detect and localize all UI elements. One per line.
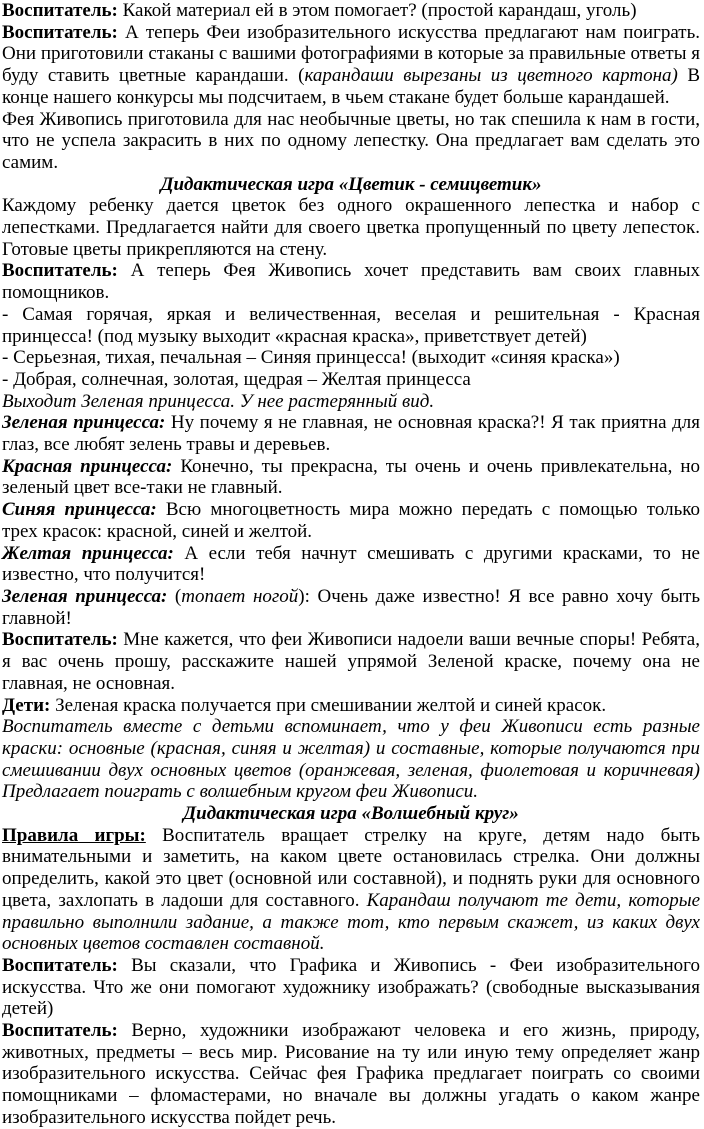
- speaker-label: Зеленая принцесса:: [2, 412, 166, 434]
- paragraph-yellow-princess: [2, 543, 700, 586]
- stage-direction-text: топает ногой: [181, 585, 299, 607]
- paragraph-blue-princess: [2, 499, 700, 542]
- stage-direction-text: Выходит Зеленая принцесса. У нее растерянный вид.: [2, 390, 435, 412]
- paragraph-text: А теперь Фея Живопись хочет представить вам своих главных помощников.: [2, 260, 700, 304]
- paragraph-text: А если тебя начнут смешивать с другими красками, то не известно, что получится!: [2, 542, 700, 586]
- speaker-label: Синяя принцесса:: [2, 499, 157, 521]
- paragraph-text: Каждому ребенку дается цветок без одного окрашенного лепестка и набор с лепестками. Предлагается найти для своего цветка пропущенный по цвету лепесток. Готовые цветы прикрепляются на стену.: [2, 195, 700, 260]
- paragraph-teacher-2: [2, 22, 700, 109]
- paragraph-text: Зеленая краска получается при смешивании желтой и синей красок.: [50, 694, 607, 716]
- paragraph-game-rules: [2, 825, 700, 955]
- paragraph-text: Всю многоцветность мира можно передать с помощью только трех красок: красной, синей и желтой.: [2, 499, 701, 542]
- speaker-label: Дети:: [2, 694, 51, 716]
- paragraph-green-princess-2: [2, 586, 700, 629]
- speaker-label: Воспитатель:: [2, 260, 118, 282]
- paragraph-italic-note: карандаши вырезаны из цветного картона): [304, 65, 678, 87]
- section-heading-game-1: Дидактическая игра «Цветик - семицветик»: [160, 173, 542, 195]
- paragraph-teacher-4: [2, 629, 700, 694]
- speaker-label: Красная принцесса:: [2, 455, 173, 477]
- rules-label: Правила игры:: [2, 824, 146, 846]
- paragraph-teacher-5: [2, 955, 700, 1020]
- paragraph-text: ): Очень даже известно! Я все равно хочу быть главной!: [2, 585, 701, 629]
- speaker-label: Зеленая принцесса:: [2, 585, 168, 607]
- paragraph-text: Какой материал ей в этом помогает? (простой карандаш, уголь): [117, 0, 637, 21]
- paragraph-teacher-1: [2, 0, 700, 22]
- paragraph-teacher-6: [2, 1020, 700, 1129]
- paragraph-teacher-recalls: [2, 716, 700, 803]
- paragraph-blue-princess-intro: [2, 347, 700, 369]
- paragraph-text: Вы сказали, что Графика и Живопись - Феи изобразительного искусства. Что же они помогают художнику изображать? (свободные высказывания детей): [2, 954, 700, 1020]
- paragraph-text: Конечно, ты прекрасна, ты очень и очень привлекательна, но зеленый цвет все-таки не главный.: [2, 455, 700, 499]
- paragraph-children: [2, 695, 700, 717]
- speaker-label: Воспитатель:: [2, 954, 118, 976]
- speaker-label: Воспитатель:: [2, 0, 118, 21]
- paragraph-text: - Серьезная, тихая, печальная – Синяя принцесса! (выходит «синяя краска»): [2, 347, 620, 369]
- paragraph-text: - Самая горячая, яркая и величественная, веселая и решительная - Красная принцесса! (под музыку выходит «красная краска», приветствует детей): [2, 303, 700, 347]
- paragraph-text: Верно, художники изображают человека и его жизнь, природу, животных, предметы – весь мир. Рисование на ту или иную тему определяет жанр изобразительного искусства. Сейчас фея Графика предлагает поиграть со своими помощниками – фломастерами, но вначале вы должны угадать о каком жанре изобразительного искусства пойдет речь.: [2, 1020, 700, 1128]
- speaker-label: Воспитатель:: [2, 21, 118, 43]
- paragraph-text: Фея Живопись приготовила для нас необычные цветы, но так спешила к нам в гости, что не успела закрасить в них по одному лепестку. Она предлагает вам сделать это самим.: [2, 108, 700, 173]
- paragraph-green-princess-1: [2, 412, 700, 455]
- paragraph-stage-direction: [2, 391, 700, 413]
- paragraph-italic-note: Карандаш получают те дети, которые правильно выполнили задание, а также тот, кто первым скажет, из каких двух основных цветов составлен составной.: [2, 889, 701, 955]
- paragraph-fairy-painting: [2, 109, 700, 174]
- paragraph-teacher-3: [2, 260, 700, 303]
- paragraph-red-princess-intro: [2, 304, 700, 347]
- paragraph-yellow-princess-intro: [2, 369, 700, 391]
- speaker-label: Воспитатель:: [2, 629, 118, 651]
- paragraph-text: А теперь Феи изобразительного искусства предлагают нам поиграть. Они приготовили стаканы с вашими фотографиями в которые за правильные ответы я буду ставить цветные карандаши. (: [2, 21, 700, 87]
- paragraph-game-1-description: [2, 195, 700, 260]
- speaker-label: Воспитатель:: [2, 1020, 118, 1042]
- paragraph-text: Ну почему я не главная, не основная краска?! Я так приятна для глаз, все любят зелень травы и деревьев.: [2, 412, 701, 456]
- paragraph-text: В конце нашего конкурсы мы подсчитаем, в чьем стакане будет больше карандашей.: [2, 65, 700, 108]
- stage-direction-text: Воспитатель вместе с детьми вспоминает, что у феи Живописи есть разные краски: основные (красная, синяя и желтая) и составные, которые получаются при смешивании двух основных цветов (оранжевая, зеленая, фиолетовая и коричневая) Предлагает поиграть с волшебным кругом феи Живописи.: [2, 716, 700, 803]
- paragraph-text: - Добрая, солнечная, золотая, щедрая – Желтая принцесса: [2, 368, 471, 390]
- speaker-label: Желтая принцесса:: [2, 542, 174, 564]
- paragraph-red-princess: [2, 456, 700, 499]
- paragraph-text: Мне кажется, что феи Живописи надоели ваши вечные споры! Ребята, я вас очень прошу, расскажите нашей упрямой Зеленой краске, почему она не главная, не основная.: [2, 629, 700, 694]
- section-heading-game-2: Дидактическая игра «Волшебный круг»: [183, 803, 519, 825]
- paragraph-text: Воспитатель вращает стрелку на круге, детям надо быть внимательными и заметить, на каком цвете остановилась стрелка. Они должны определить, какой это цвет (основной или составной), и поднять руки для основного цвета, захлопать в ладоши для составного.: [2, 824, 700, 911]
- paragraph-text: (: [167, 585, 182, 607]
